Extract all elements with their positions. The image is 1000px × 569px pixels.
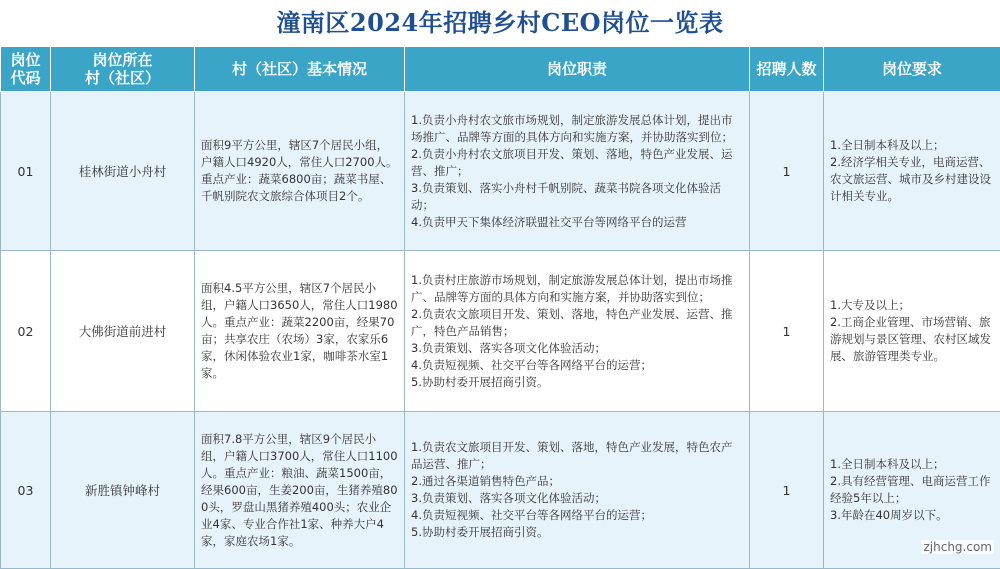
- cell-code: 02: [1, 251, 51, 412]
- cell-count: 1: [750, 251, 824, 412]
- cell-duties: 1.负责小舟村农文旅市场规划，制定旅游发展总体计划，提出市场推广、品牌等方面的具体方向和实施方案，并协助落实到位； 2.负责小舟村农文旅项目开发、策划、落地，特色产业发展、运营、推广； 3.负责策划、落实小舟村千帆别院、蔬菜书院各项文化体验活动； 4.负责甲天下集体经济联盟社交平台等网络平台的运营: [405, 92, 750, 251]
- header-basic-info: 村（社区）基本情况: [195, 47, 405, 92]
- cell-code: 01: [1, 92, 51, 251]
- cell-requirements: 1.全日制本科及以上； 2.具有经营管理、电商运营工作经验5年以上； 3.年龄在40周岁以下。: [824, 412, 1000, 569]
- header-village: 岗位所在 村（社区）: [51, 47, 195, 92]
- cell-duties: 1.负责村庄旅游市场规划，制定旅游发展总体计划，提出市场推广、品牌等方面的具体方向和实施方案，并协助落实到位； 2.负责农文旅项目开发、策划、落地，特色产业发展、运营、推广，特色产品销售； 3.负责策划、落实各项文化体验活动； 4.负责短视频、社交平台等各网络平台的运营； 5.协助村委开展招商引资。: [405, 251, 750, 412]
- cell-village: 大佛街道前进村: [51, 251, 195, 412]
- cell-count: 1: [750, 92, 824, 251]
- header-code: 岗位 代码: [1, 47, 51, 92]
- table-row: [1, 251, 1000, 412]
- table-row: [1, 412, 1000, 569]
- recruitment-table: [0, 46, 1000, 569]
- cell-village: 新胜镇钟峰村: [51, 412, 195, 569]
- cell-duties: 1.负责农文旅项目开发、策划、落地，特色产业发展，特色农产品运营、推广； 2.通过各渠道销售特色产品； 3.负责策划、落实各项文化体验活动； 4.负责短视频、社交平台等各网络平台的运营； 5.协助村委开展招商引资。: [405, 412, 750, 569]
- table-row: [1, 92, 1000, 251]
- header-duties: 岗位职责: [405, 47, 750, 92]
- cell-basic-info: 面积9平方公里，辖区7个居民小组，户籍人口4920人，常住人口2700人。重点产业：蔬菜6800亩；蔬菜书屋、千帆别院农文旅综合体项目2个。: [195, 92, 405, 251]
- watermark: zjhchg.com: [921, 540, 994, 554]
- cell-village: 桂林街道小舟村: [51, 92, 195, 251]
- table-header-row: [1, 47, 1000, 92]
- header-count: 招聘人数: [750, 47, 824, 92]
- cell-requirements: 1.大专及以上； 2.工商企业管理、市场营销、旅游规划与景区管理、农村区域发展、旅游管理类专业。: [824, 251, 1000, 412]
- cell-basic-info: 面积7.8平方公里，辖区9个居民小组，户籍人口3700人，常住人口1100人。重点产业：粮油、蔬菜1500亩，经果600亩，生姜200亩，生猪养殖800头，罗盘山黑猪养殖400头；农业企业4家、专业合作社1家、种养大户4家，家庭农场1家。: [195, 412, 405, 569]
- page-title: 潼南区2024年招聘乡村CEO岗位一览表: [0, 0, 1000, 46]
- cell-basic-info: 面积4.5平方公里，辖区7个居民小组，户籍人口3650人，常住人口1980人。重点产业：蔬菜2200亩，经果70亩；共享农庄（农场）3家，农家乐6家，休闲体验农业1家，咖啡茶水室1家。: [195, 251, 405, 412]
- header-requirements: 岗位要求: [824, 47, 1000, 92]
- cell-requirements: 1.全日制本科及以上； 2.经济学相关专业，电商运营、农文旅运营、城市及乡村建设设计相关专业。: [824, 92, 1000, 251]
- cell-count: 1: [750, 412, 824, 569]
- cell-code: 03: [1, 412, 51, 569]
